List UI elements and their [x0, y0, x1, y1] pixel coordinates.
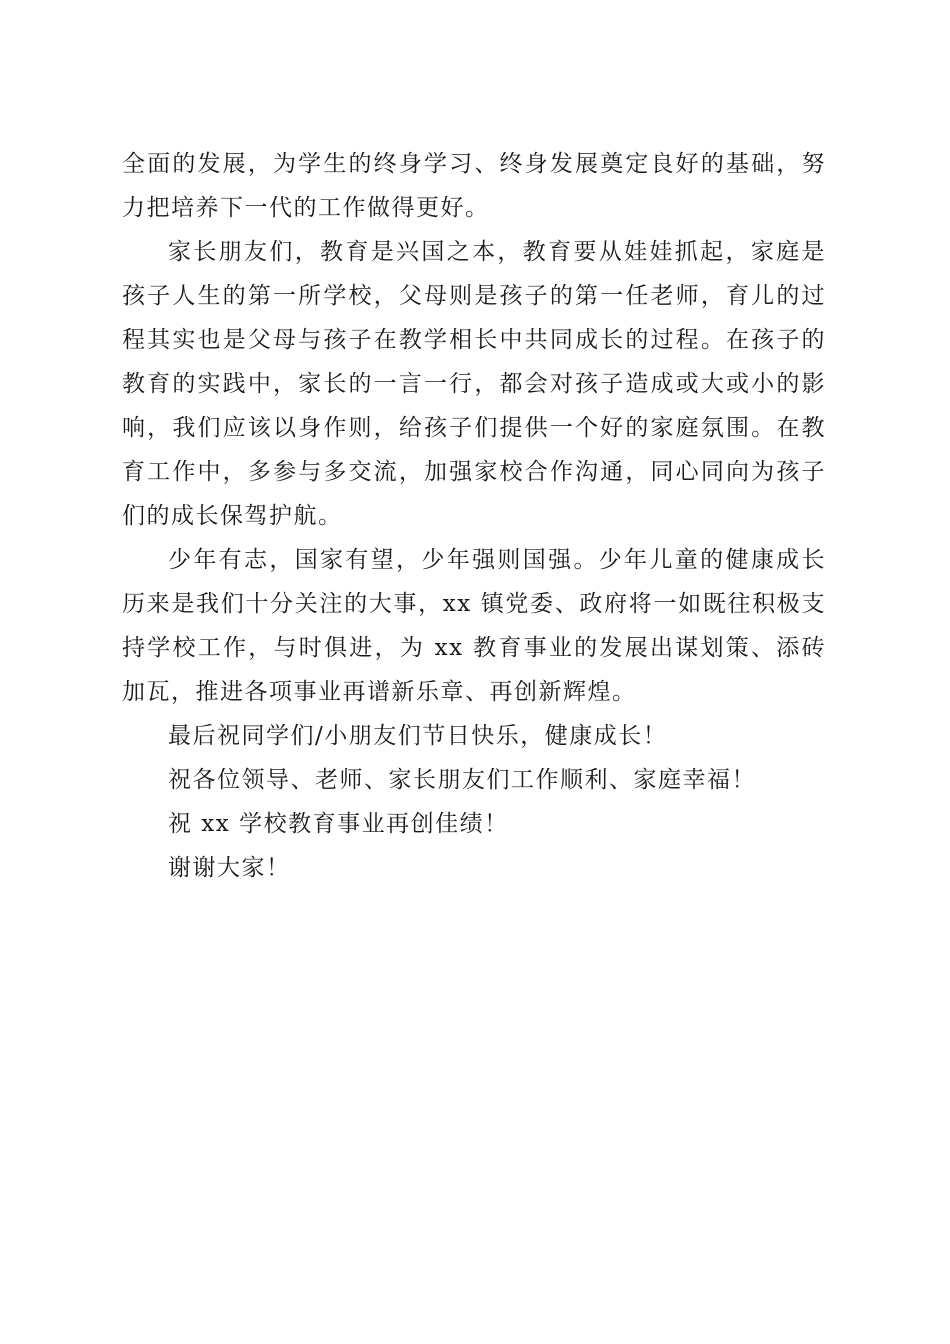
paragraph-parents: 家长朋友们，教育是兴国之本，教育要从娃娃抓起，家庭是孩子人生的第一所学校，父母则是孩子的第一任老师，育儿的过程其实也是父母与孩子在教学相长中共同成长的过程。在孩子的教育的实践中，家长的一言一行，都会对孩子造成或大或小的影响，我们应该以身作则，给孩子们提供一个好的家庭氛围。在教育工作中，多参与多交流，加强家校合作沟通，同心同向为孩子们的成长保驾护航。 — [122, 239, 826, 529]
closing-wish-leaders: 祝各位领导、老师、家长朋友们工作顺利、家庭幸福！ — [168, 767, 756, 793]
paragraph-youth: 少年有志，国家有望，少年强则国强。少年儿童的健康成长历来是我们十分关注的大事，xx 镇党委、政府将一如既往积极支持学校工作，与时俱进，为 xx 教育事业的发展出谋划策、添砖加瓦，推进各项事业再谱新乐章、再创新辉煌。 — [122, 547, 826, 705]
document-body — [122, 142, 826, 890]
paragraph-continuation: 全面的发展，为学生的终身学习、终身发展奠定良好的基础，努力把培养下一代的工作做得更好。 — [122, 151, 826, 221]
closing-wish-school: 祝 xx 学校教育事业再创佳绩！ — [168, 811, 509, 837]
closing-wish-students: 最后祝同学们/小朋友们节日快乐，健康成长！ — [168, 723, 668, 749]
closing-thanks: 谢谢大家！ — [168, 855, 291, 881]
